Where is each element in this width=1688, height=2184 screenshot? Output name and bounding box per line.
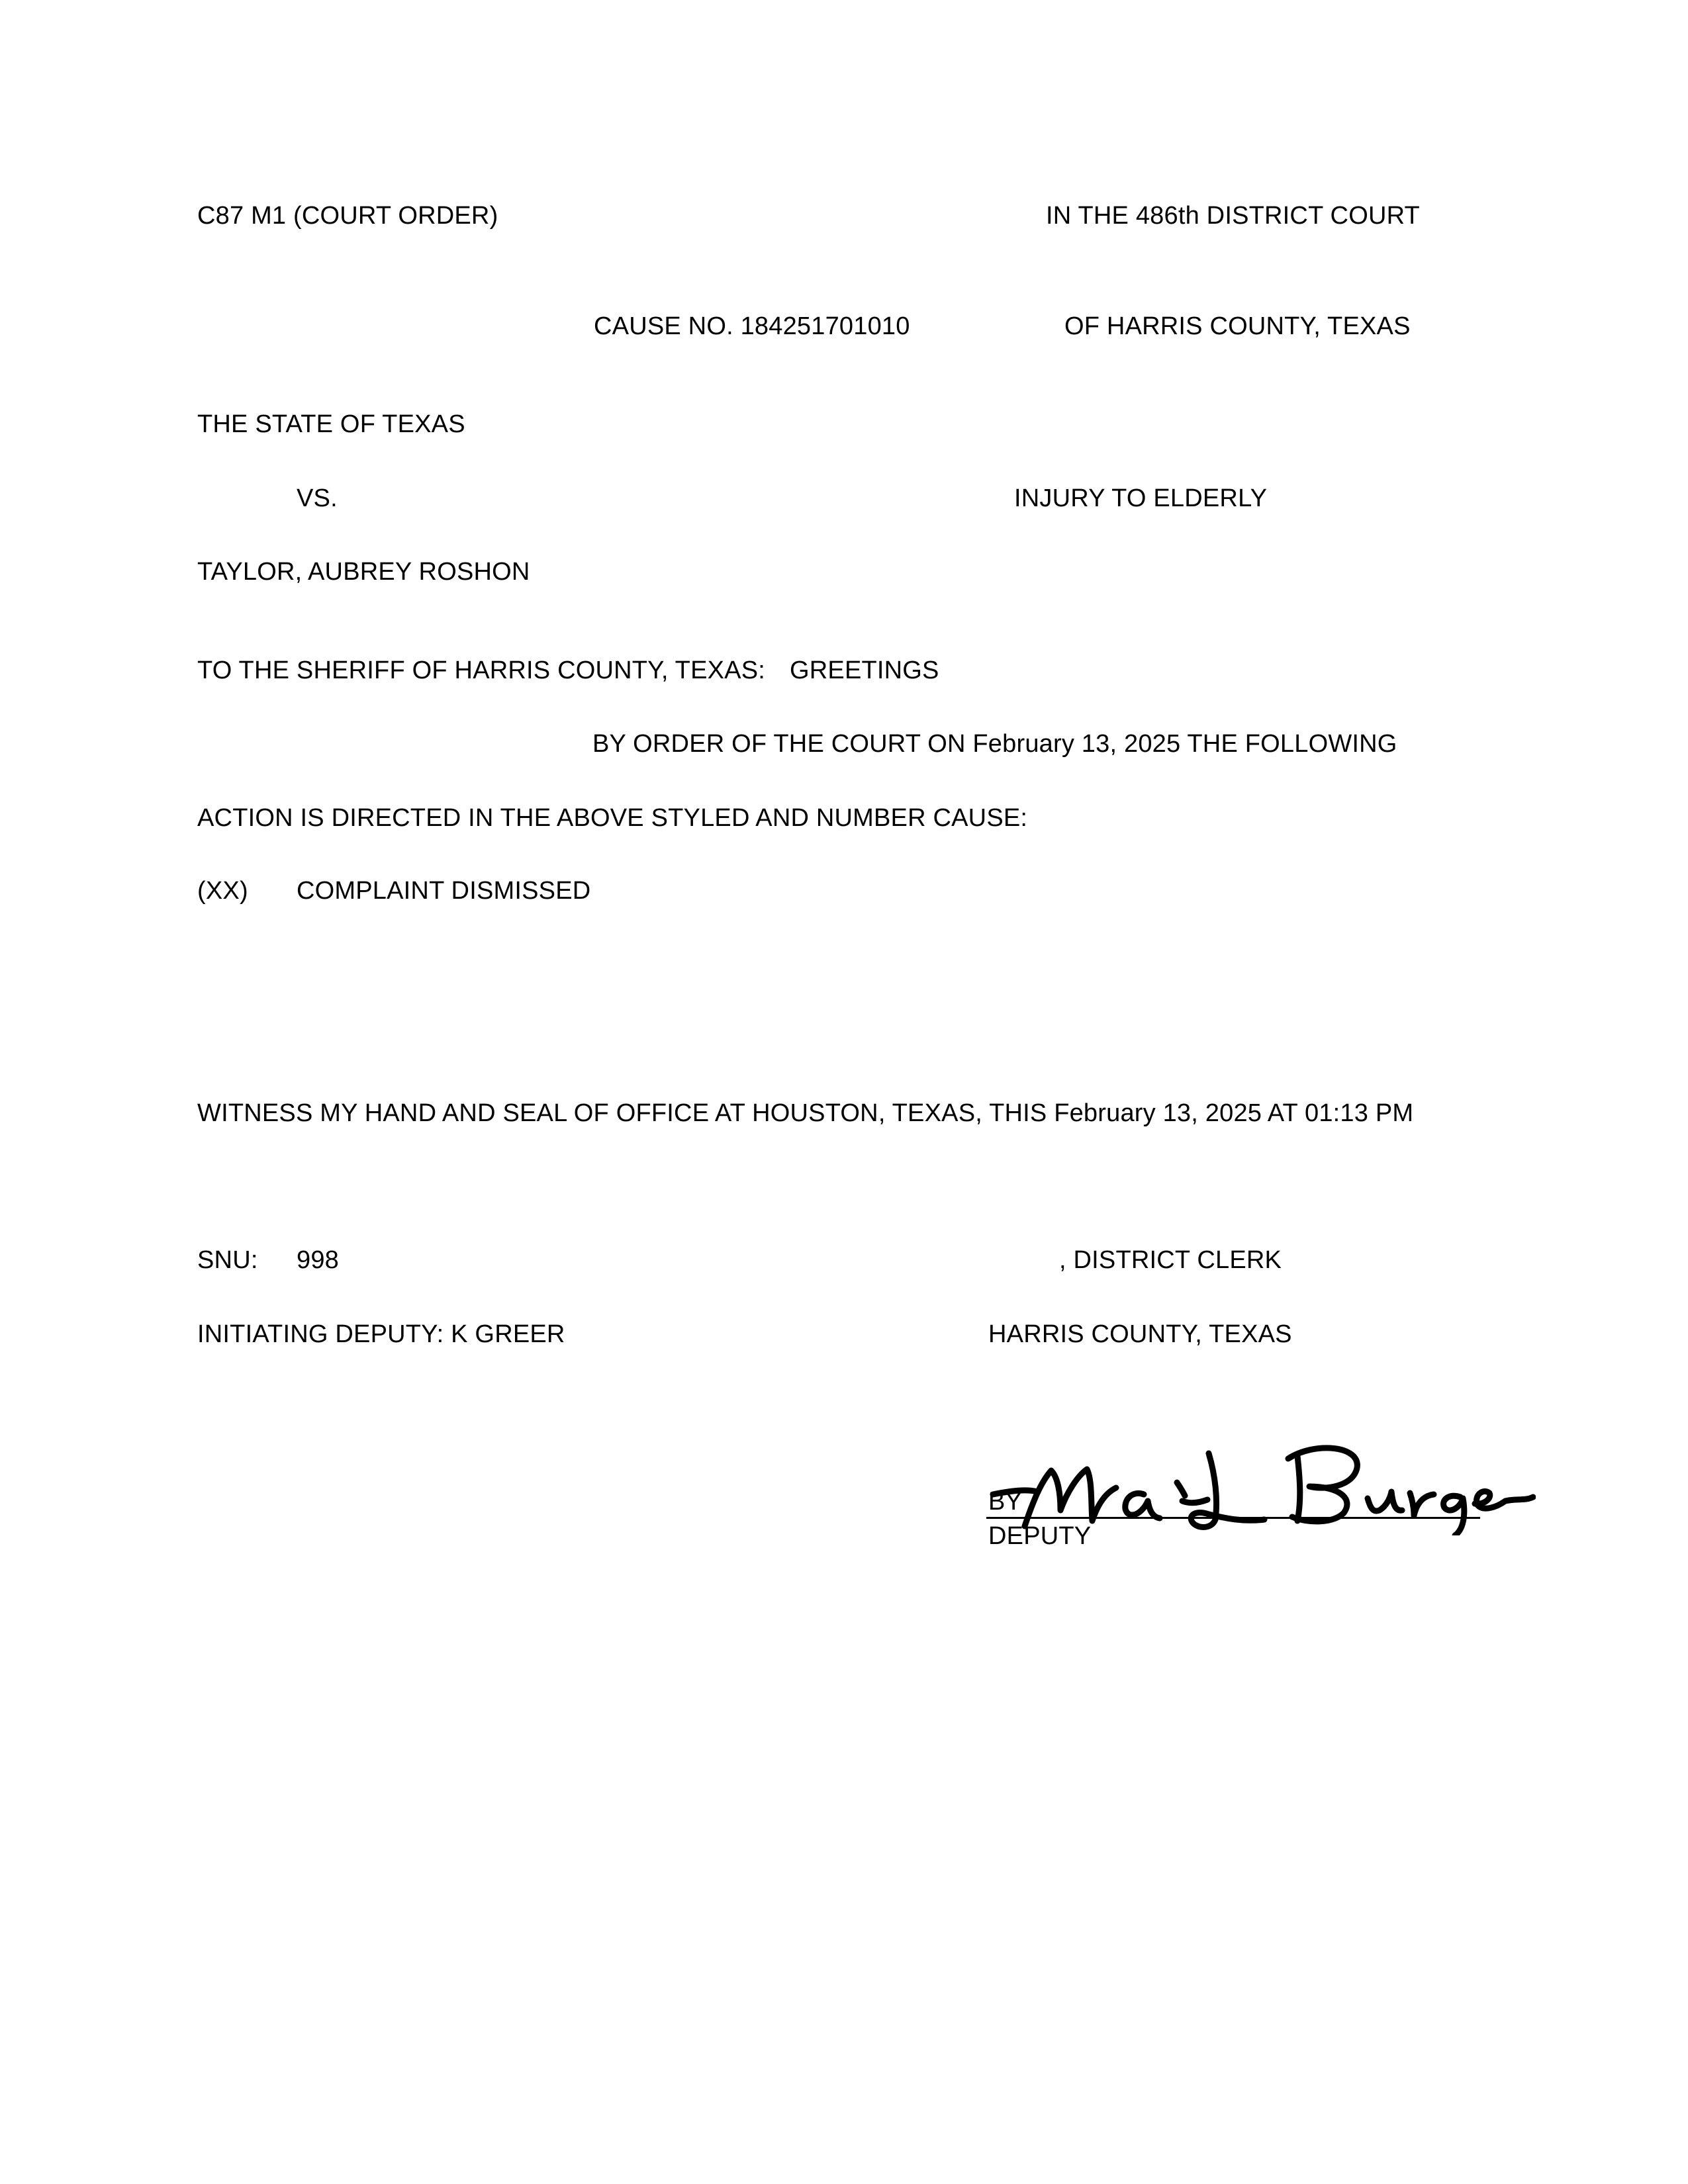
order-line-2: ACTION IS DIRECTED IN THE ABOVE STYLED AND NUMBER CAUSE: [197,804,1028,832]
versus: VS. [297,484,338,512]
snu-value: 998 [297,1246,340,1274]
cause-number: CAUSE NO. 184251701010 [594,312,910,340]
order-line-1: BY ORDER OF THE COURT ON February 13, 2025 THE FOLLOWING [592,730,1397,758]
snu-label: SNU: [197,1246,258,1274]
offense: INJURY TO ELDERLY [1014,484,1268,512]
clerk-county: HARRIS COUNTY, TEXAS [988,1320,1292,1348]
district-clerk-title: , DISTRICT CLERK [1059,1246,1282,1274]
court-name: IN THE 486th DISTRICT COURT [1046,202,1420,230]
action-text: COMPLAINT DISMISSED [297,877,591,905]
plaintiff: THE STATE OF TEXAS [197,410,465,438]
salutation: TO THE SHERIFF OF HARRIS COUNTY, TEXAS: [197,657,766,684]
county-line: OF HARRIS COUNTY, TEXAS [1064,312,1411,340]
defendant: TAYLOR, AUBREY ROSHON [197,558,530,586]
handwritten-signature [986,1430,1536,1535]
initiating-deputy: INITIATING DEPUTY: K GREER [197,1320,565,1348]
by-label: BY [988,1488,1023,1516]
deputy-label: DEPUTY [988,1522,1092,1550]
witness-statement: WITNESS MY HAND AND SEAL OF OFFICE AT HOUSTON, TEXAS, THIS February 13, 2025 AT 01:13 PM [197,1099,1414,1127]
greetings: GREETINGS [790,657,939,684]
action-mark: (XX) [197,877,248,905]
form-code: C87 M1 (COURT ORDER) [197,202,498,230]
